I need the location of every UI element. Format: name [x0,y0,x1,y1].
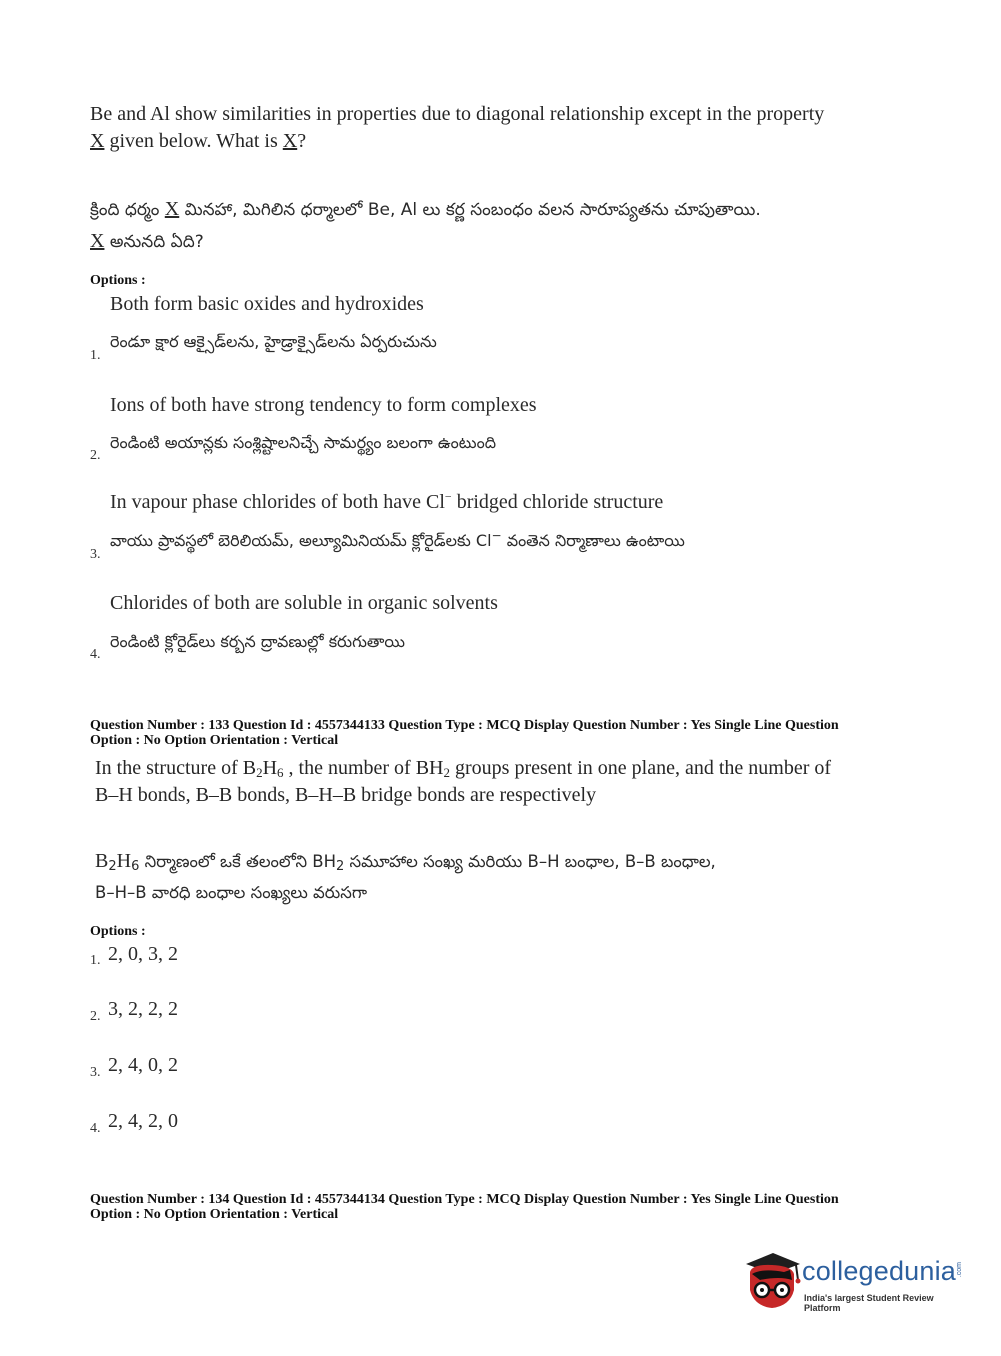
q132-question-text [90,101,930,155]
mascot-icon [740,1250,802,1312]
q132-option-1-en: Both form basic oxides and hydroxides [110,293,424,315]
q133-meta-line2: Option : No Option Orientation : Vertical [90,733,339,748]
q134-meta-line2: Option : No Option Orientation : Vertical [90,1207,339,1222]
q133-line2: B–H bonds, B–B bonds, B–H–B bridge bonds are respectively [95,784,597,806]
q132-x-underlined-2: X [282,130,298,152]
q133-telugu-text [95,846,955,908]
q132-tel-line2: X అనునది ఏది? [90,230,204,252]
q133-tel-line2: B–H–B వారధి బంధాల సంఖ్యలు వరుసగా [95,883,368,902]
q132-option-2-te: రెండింటి అయాన్లకు సంశ్లిష్టాలనిచ్చే సామర్థ్యం బలంగా ఉంటుంది [110,433,496,452]
q132-option-3-en: In vapour phase chlorides of both have Cl− bridged chloride structure [110,489,664,513]
q133-line1: In the structure of $B_2H_6$ , the number of $BH_2$ groups present in one plane, and the number of [95,757,832,780]
q132-option-1-te: రెండూ క్షార ఆక్సైడ్‌లను, హైడ్రాక్సైడ్‌లను ఏర్పరుచును [110,332,437,351]
q134-meta-line1: Question Number : 134 Question Id : 4557344134 Question Type : MCQ Display Question Number : Yes Single Line Question [90,1192,839,1207]
q132-options-label: Options : [90,273,146,288]
q133-option-4-value: 2, 4, 2, 0 [108,1110,178,1132]
q132-option-1-number: 1. [90,348,101,363]
q133-option-2-value: 3, 2, 2, 2 [108,998,178,1020]
q132-option-2-number: 2. [90,448,101,463]
q133-question-text [95,755,935,809]
q133-option-3-number: 3. [90,1065,101,1080]
q133-tel-line1: $B_2H_6$ నిర్మాణంలో ఒకే తలంలోని $BH_2$ సమూహాల సంఖ్య మరియు B–H బంధాల, B–B బంధాల, [95,850,716,874]
q133-options-label: Options : [90,924,146,939]
logo-dotcom: .com [956,1262,963,1278]
q133-option-1-value: 2, 0, 3, 2 [108,943,178,965]
q132-tel-line1: క్రింది ధర్మం X మినహా, మిగిలిన ధర్మాలలో Be, Al లు కర్ణ సంబంధం వలన సారూప్యతను చూపుతాయి. [90,198,761,220]
q132-option-4-number: 4. [90,647,101,662]
q132-line2: X given below. What is X? [90,130,307,152]
q133-meta-line1: Question Number : 133 Question Id : 4557344133 Question Type : MCQ Display Question Number : Yes Single Line Question [90,718,839,733]
q132-telugu-text [90,194,950,258]
q133-metadata [90,718,839,748]
collegedunia-logo [740,1250,970,1312]
logo-wordmark: collegedunia [802,1256,957,1286]
logo-tagline: India's largest Student Review Platform [804,1293,934,1313]
q133-option-4-number: 4. [90,1121,101,1136]
q132-option-3-number: 3. [90,547,101,562]
q132-line1: Be and Al show similarities in properties due to diagonal relationship except in the property [90,103,825,125]
q133-option-1-number: 1. [90,953,101,968]
q132-option-3-te: వాయు ప్రావస్థలో బెరిలియమ్, అల్యూమినియమ్ క్లోరైడ్‌లకు Cl− వంతెన నిర్మాణాలు ఉంటాయి [110,528,685,550]
q134-metadata [90,1192,839,1222]
q133-option-3-value: 2, 4, 0, 2 [108,1054,178,1076]
q132-x-underlined: X [90,130,105,152]
q133-option-2-number: 2. [90,1009,101,1024]
q132-option-4-te: రెండింటి క్లోరైడ్‌లు కర్బన ద్రావణుల్లో కరుగుతాయి [110,632,406,651]
q132-option-4-en: Chlorides of both are soluble in organic solvents [110,592,498,614]
q132-option-2-en: Ions of both have strong tendency to form complexes [110,394,537,416]
